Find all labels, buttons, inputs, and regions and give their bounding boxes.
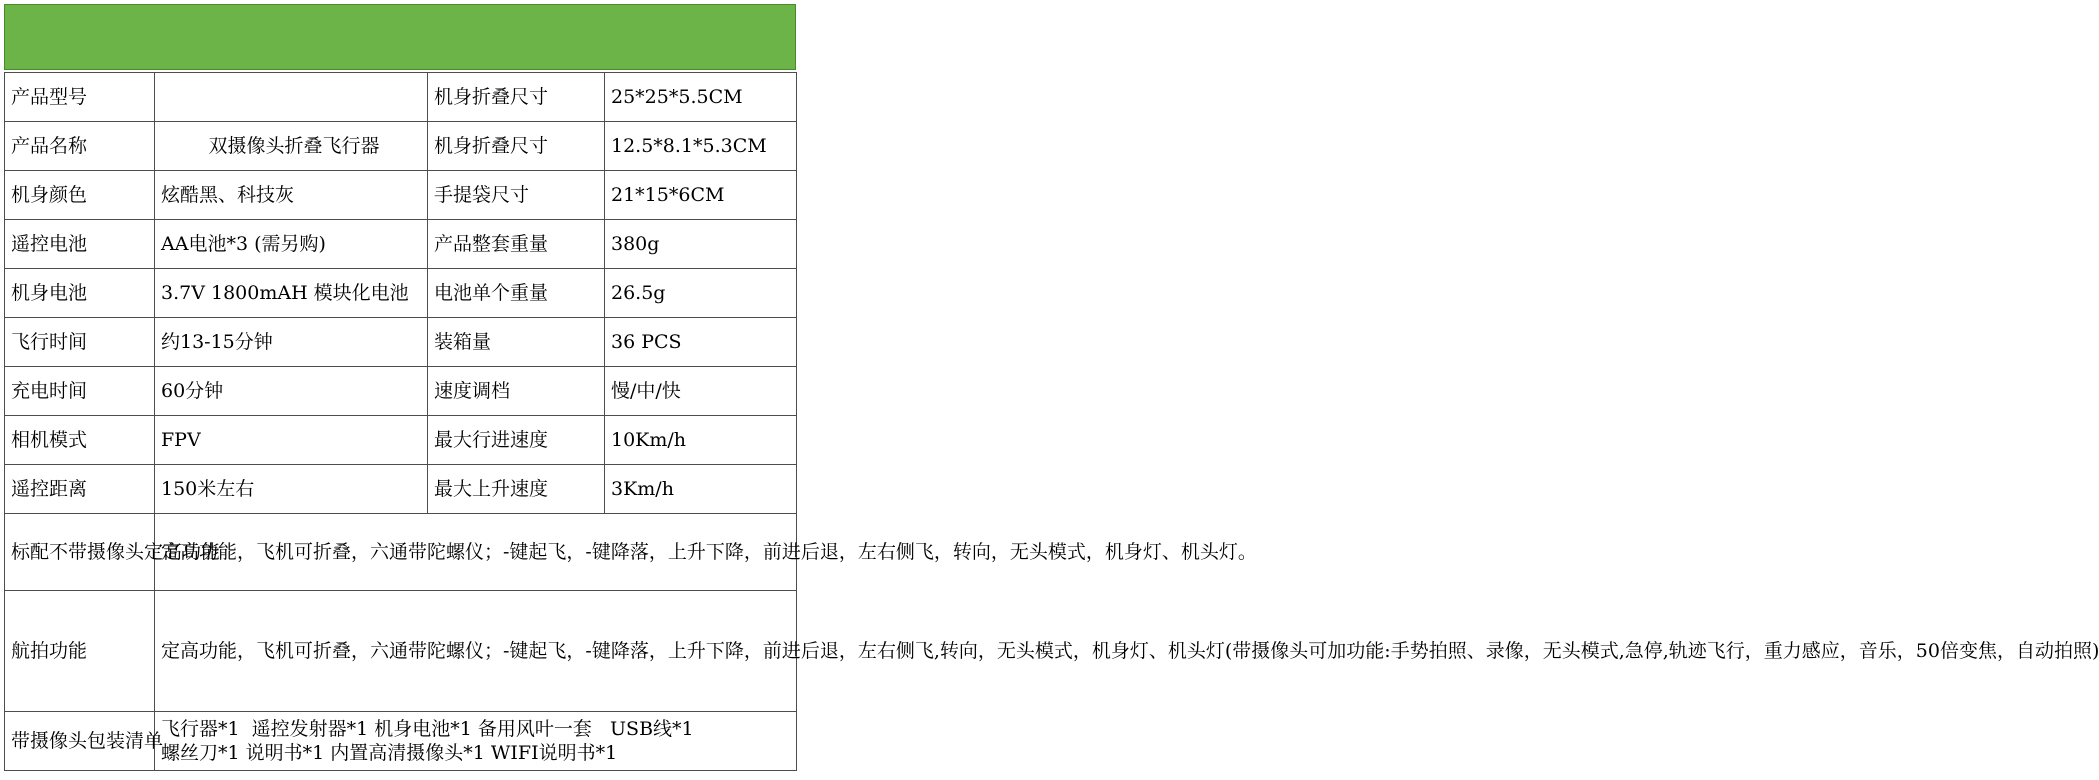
row-label: 手提袋尺寸 bbox=[428, 171, 605, 220]
row-label: 飞行时间 bbox=[5, 318, 155, 367]
table-row bbox=[5, 465, 797, 514]
row-label: 机身折叠尺寸 bbox=[428, 73, 605, 122]
package-list-label: 带摄像头包装清单 bbox=[5, 712, 155, 771]
spec-sheet bbox=[2, 2, 2099, 778]
row-label: 机身颜色 bbox=[5, 171, 155, 220]
row-label: 充电时间 bbox=[5, 367, 155, 416]
header-banner bbox=[4, 4, 796, 70]
row-label: 电池单个重量 bbox=[428, 269, 605, 318]
row-label: 相机模式 bbox=[5, 416, 155, 465]
row-value: 10Km/h bbox=[605, 416, 797, 465]
row-value: 炫酷黑、科技灰 bbox=[155, 171, 428, 220]
table-row bbox=[5, 171, 797, 220]
row-value: 25*25*5.5CM bbox=[605, 73, 797, 122]
row-label: 产品型号 bbox=[5, 73, 155, 122]
row-value: 36 PCS bbox=[605, 318, 797, 367]
row-value: 150米左右 bbox=[155, 465, 428, 514]
table-row bbox=[5, 514, 797, 591]
row-value: 12.5*8.1*5.3CM bbox=[605, 122, 797, 171]
row-label: 产品名称 bbox=[5, 122, 155, 171]
row-label: 装箱量 bbox=[428, 318, 605, 367]
row-label: 最大上升速度 bbox=[428, 465, 605, 514]
spec-table bbox=[4, 72, 2099, 771]
row-value: 约13-15分钟 bbox=[155, 318, 428, 367]
table-row bbox=[5, 367, 797, 416]
package-list-text bbox=[155, 712, 797, 771]
row-value: AA电池*3 (需另购) bbox=[155, 220, 428, 269]
table-row bbox=[5, 73, 797, 122]
row-label: 遥控电池 bbox=[5, 220, 155, 269]
row-label: 速度调档 bbox=[428, 367, 605, 416]
package-list-line: 飞行器*1 遥控发射器*1 机身电池*1 备用风叶一套 USB线*1 bbox=[161, 718, 694, 740]
row-value: 3.7V 1800mAH 模块化电池 bbox=[155, 269, 428, 318]
row-value: FPV bbox=[155, 416, 428, 465]
package-list-line: 螺丝刀*1 说明书*1 内置高清摄像头*1 WIFI说明书*1 bbox=[161, 742, 618, 764]
table-row bbox=[5, 712, 797, 771]
table-row bbox=[5, 416, 797, 465]
row-label: 产品整套重量 bbox=[428, 220, 605, 269]
table-row bbox=[5, 122, 797, 171]
table-row bbox=[5, 318, 797, 367]
row-label: 机身折叠尺寸 bbox=[428, 122, 605, 171]
row-value: 380g bbox=[605, 220, 797, 269]
row-value: 60分钟 bbox=[155, 367, 428, 416]
row-label: 机身电池 bbox=[5, 269, 155, 318]
aerial-features-label: 航拍功能 bbox=[5, 591, 155, 712]
row-value: 3Km/h bbox=[605, 465, 797, 514]
table-row bbox=[5, 220, 797, 269]
row-value: 21*15*6CM bbox=[605, 171, 797, 220]
row-value: 双摄像头折叠飞行器 bbox=[155, 122, 428, 171]
standard-features-label: 标配不带摄像头定高功能 bbox=[5, 514, 155, 591]
row-label: 最大行进速度 bbox=[428, 416, 605, 465]
row-value bbox=[155, 73, 428, 122]
standard-features-text: 定高功能，飞机可折叠，六通带陀螺仪；-键起飞，-键降落，上升下降，前进后退，左右侧飞，转向，无头模式，机身灯、机头灯。 bbox=[155, 514, 797, 591]
row-label: 遥控距离 bbox=[5, 465, 155, 514]
aerial-features-text: 定高功能，飞机可折叠，六通带陀螺仪；-键起飞，-键降落，上升下降，前进后退，左右侧飞,转向，无头模式，机身灯、机头灯(带摄像头可加功能:手势拍照、录像，无头模式,急停,轨迹飞行，重力感应，音乐，50倍变焦，自动拍照) bbox=[155, 591, 797, 712]
row-value: 慢/中/快 bbox=[605, 367, 797, 416]
row-value: 26.5g bbox=[605, 269, 797, 318]
table-row bbox=[5, 269, 797, 318]
table-row bbox=[5, 591, 797, 712]
